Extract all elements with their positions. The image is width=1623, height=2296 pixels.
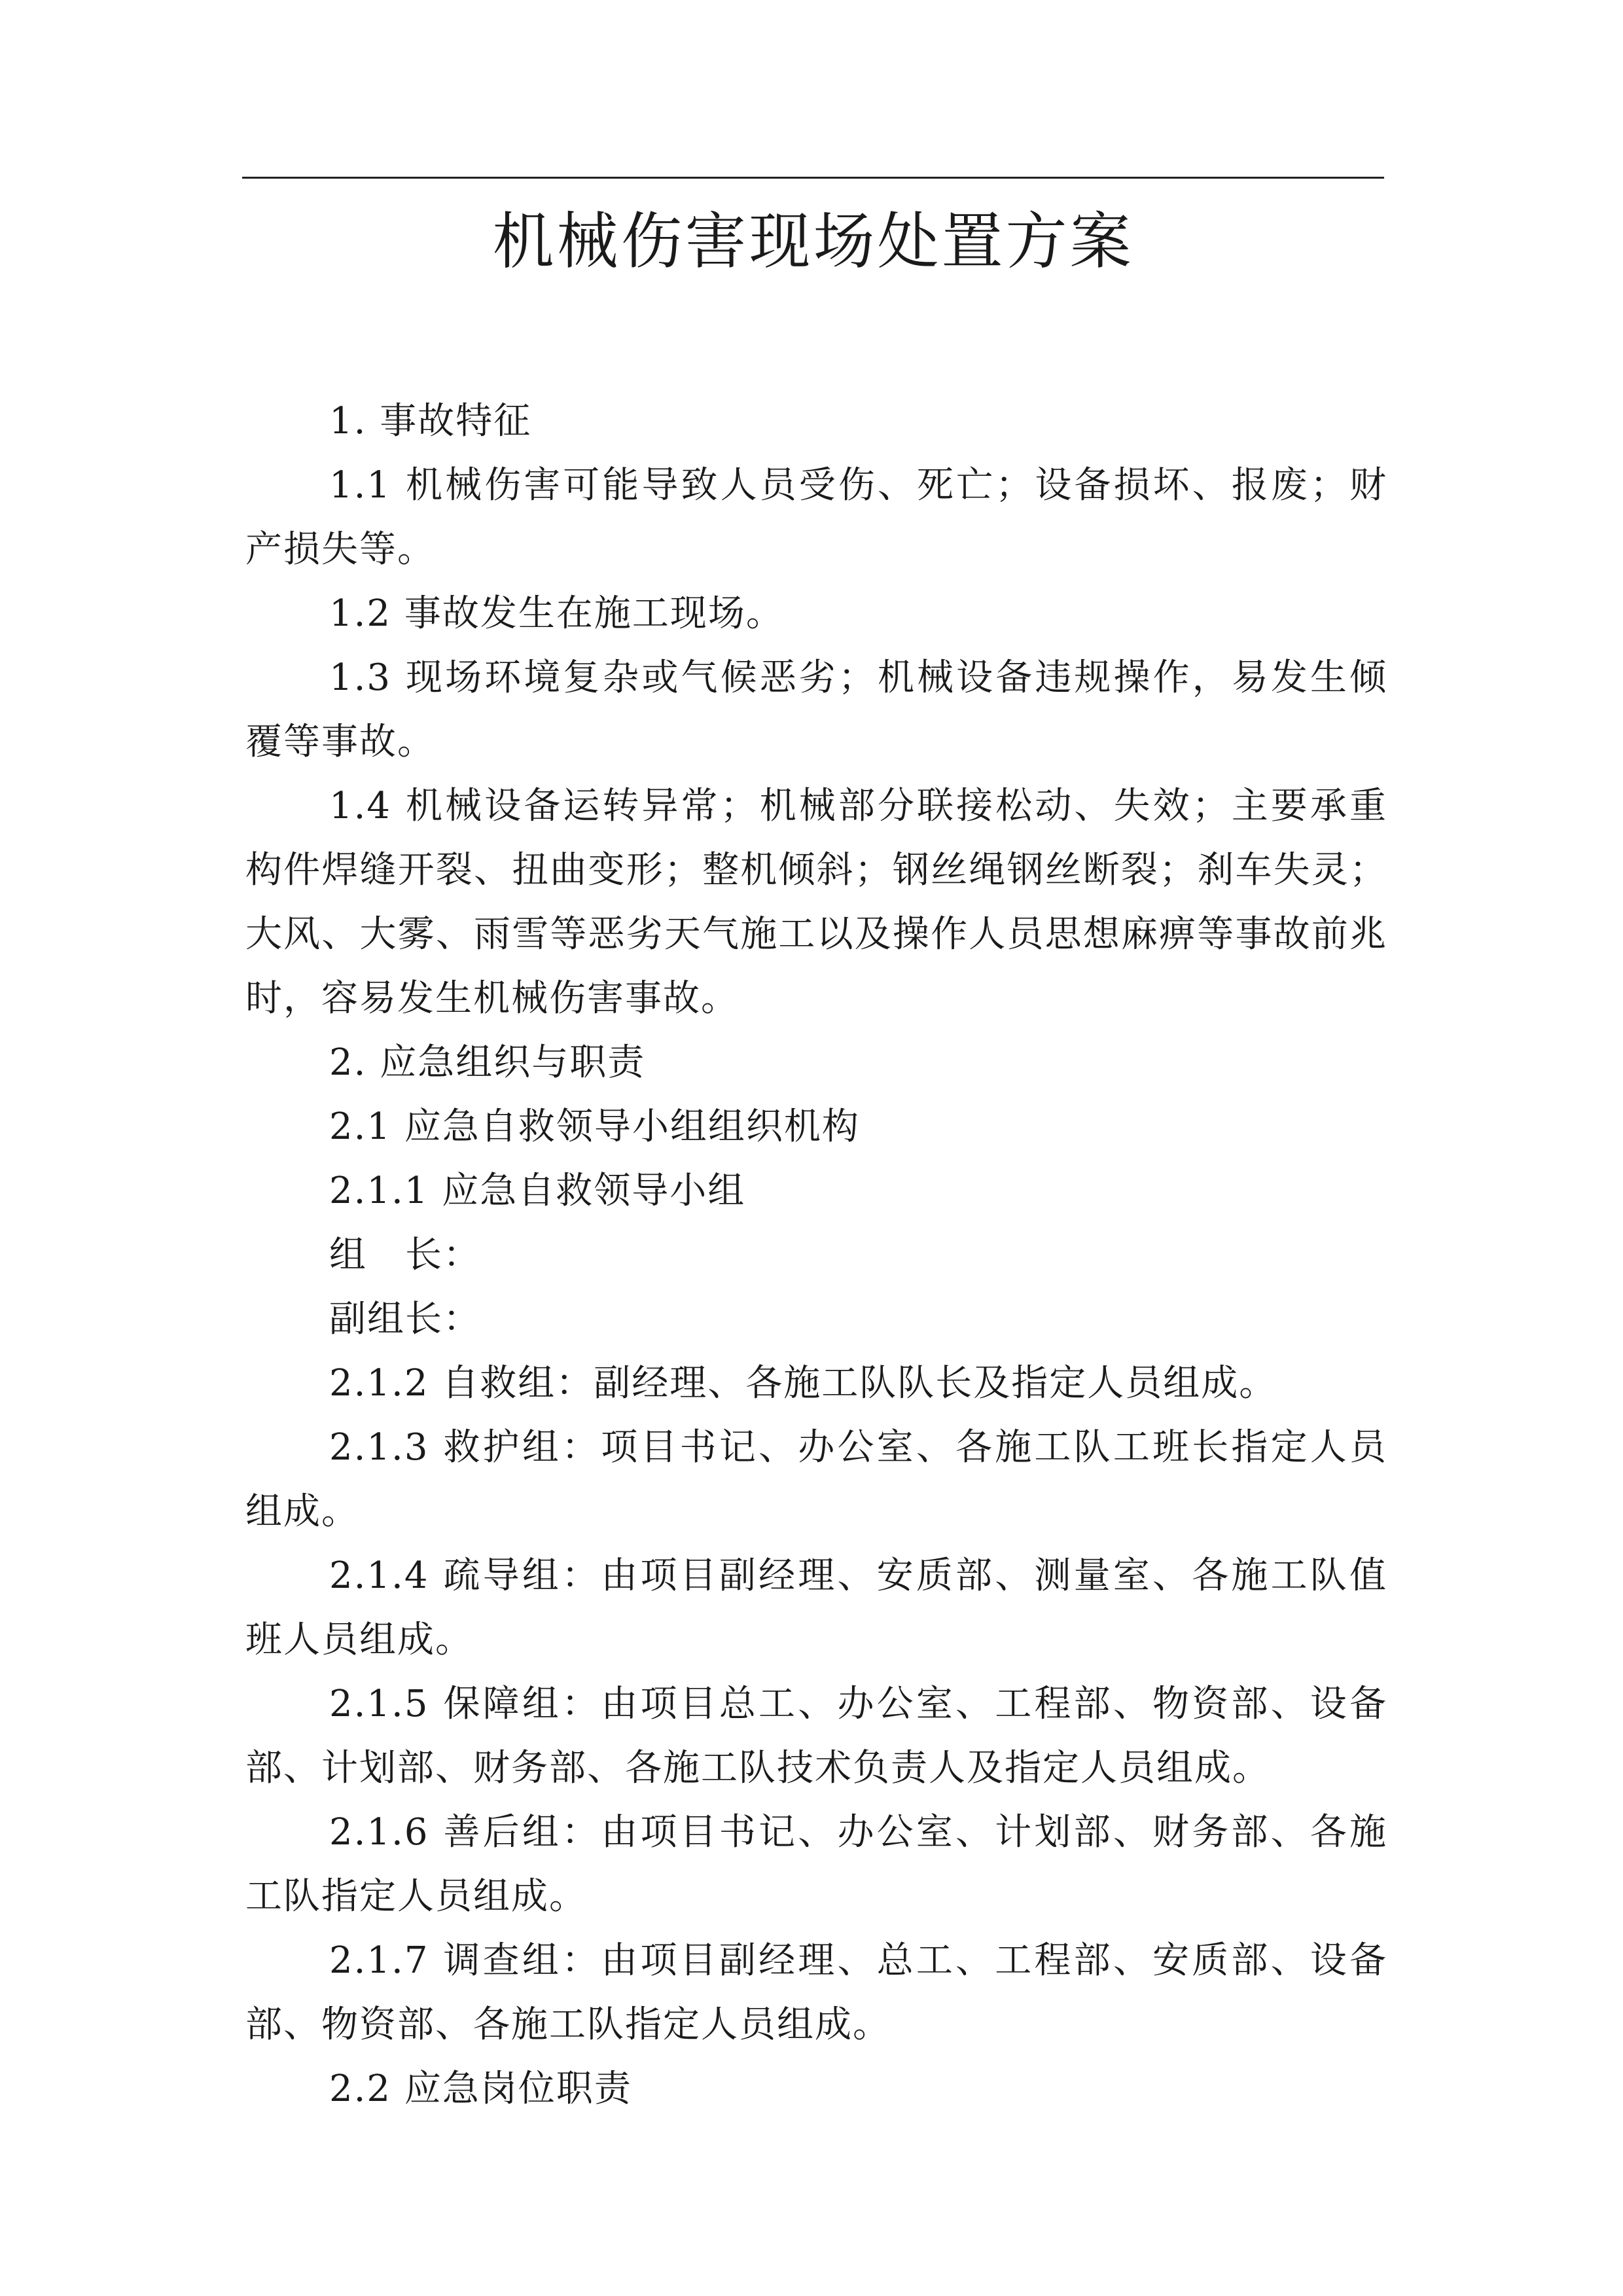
paragraph-1-1: 1.1 机械伤害可能导致人员受伤、死亡；设备损坏、报废；财产损失等。 — [245, 464, 1387, 571]
paragraph-1-3: 1.3 现场环境复杂或气候恶劣；机械设备违规操作，易发生倾覆等事故。 — [245, 656, 1387, 763]
paragraph-1-4: 1.4 机械设备运转异常；机械部分联接松动、失效；主要承重构件焊缝开裂、扭曲变形；整机倾斜；钢丝绳钢丝断裂；刹车失灵；大风、大雾、雨雪等恶劣天气施工以及操作人员思想麻痹等事故前兆时，容易发生机械伤害事故。 — [245, 785, 1387, 1020]
paragraph-2-1-1: 2.1.1 应急自救领导小组 — [329, 1170, 746, 1212]
document-body — [245, 389, 1387, 2121]
paragraph-2-1-2: 2.1.2 自救组：副经理、各施工队队长及指定人员组成。 — [329, 1362, 1277, 1405]
section-2-heading: 2. 应急组织与职责 — [329, 1041, 646, 1084]
paragraph-2-1-3: 2.1.3 救护组：项目书记、办公室、各施工队工班长指定人员组成。 — [245, 1426, 1387, 1533]
deputy-leader-line: 副组长： — [329, 1298, 481, 1340]
paragraph-1-2: 1.2 事故发生在施工现场。 — [329, 592, 784, 635]
section-1-heading: 1. 事故特征 — [329, 400, 532, 442]
paragraph-2-1: 2.1 应急自救领导小组组织机构 — [329, 1105, 860, 1148]
paragraph-2-1-5: 2.1.5 保障组：由项目总工、办公室、工程部、物资部、设备部、计划部、财务部、各施工队技术负责人及指定人员组成。 — [245, 1683, 1387, 1789]
header-rule — [242, 177, 1384, 179]
paragraph-2-1-4: 2.1.4 疏导组：由项目副经理、安质部、测量室、各施工队值班人员组成。 — [245, 1554, 1387, 1661]
paragraph-2-1-6: 2.1.6 善后组：由项目书记、办公室、计划部、财务部、各施工队指定人员组成。 — [245, 1811, 1387, 1918]
paragraph-2-2: 2.2 应急岗位职责 — [329, 2068, 632, 2110]
group-leader-line: 组 长： — [329, 1234, 481, 1276]
document-title: 机械伤害现场处置方案 — [492, 206, 1134, 278]
paragraph-2-1-7: 2.1.7 调查组：由项目副经理、总工、工程部、安质部、设备部、物资部、各施工队指定人员组成。 — [245, 1939, 1387, 2046]
